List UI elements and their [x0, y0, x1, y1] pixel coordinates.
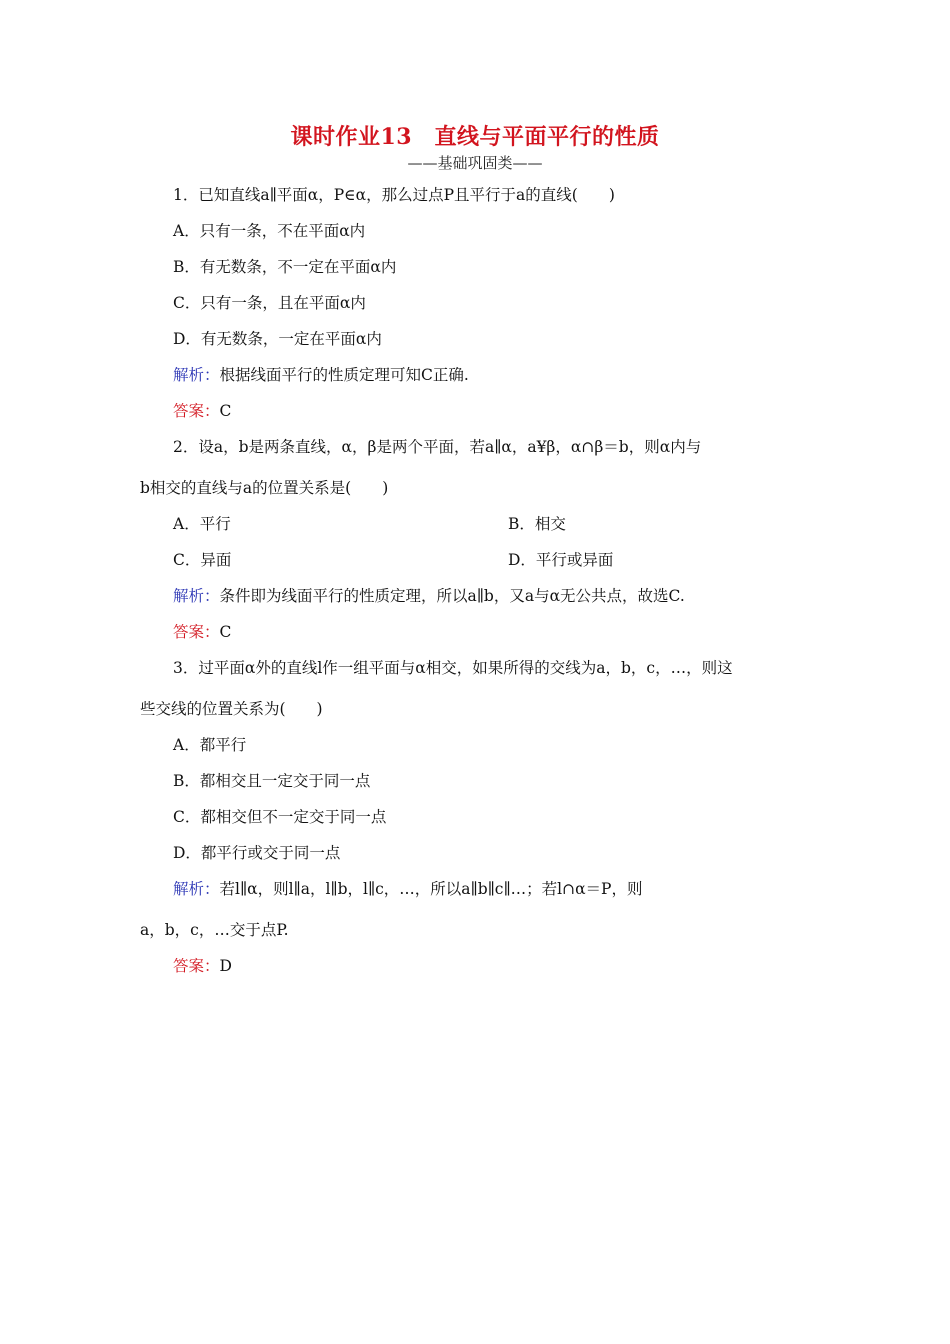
q1-analysis [173, 365, 469, 385]
analysis-label: 解析： [173, 587, 220, 605]
q2-answer-value: C [219, 623, 232, 641]
q3-stem-line2: 些交线的位置关系为( ) [140, 700, 323, 718]
q2-option-d: D．平行或异面 [508, 551, 614, 569]
q3-option-a: A．都平行 [173, 736, 247, 754]
section-subtitle: ——基础巩固类—— [407, 154, 543, 172]
analysis-label: 解析： [173, 366, 220, 384]
q2-option-a: A．平行 [173, 515, 231, 533]
q3-option-d: D．都平行或交于同一点 [173, 844, 341, 862]
page-title: 课时作业13 直线与平面平行的性质 [290, 124, 660, 150]
q2-stem-line1: 2．设a，b是两条直线，α，β是两个平面，若a∥α，a¥β，α∩β＝b，则α内与 [173, 438, 702, 456]
q2-option-c: C．异面 [173, 551, 232, 569]
q2-answer [173, 622, 231, 642]
q1-option-d: D．有无数条，一定在平面α内 [173, 330, 382, 348]
answer-label: 答案： [173, 623, 220, 641]
q3-analysis-text: 若l∥α，则l∥a，l∥b，l∥c，…，所以a∥b∥c∥…；若l∩α＝P，则 [219, 880, 643, 898]
q1-answer-value: C [219, 402, 232, 420]
q3-analysis-line2: a，b，c，…交于点P. [140, 921, 289, 939]
q1-option-a: A．只有一条，不在平面α内 [173, 222, 366, 240]
q2-stem-line2: b相交的直线与a的位置关系是( ) [140, 479, 389, 497]
q2-analysis [173, 586, 685, 606]
answer-label: 答案： [173, 957, 220, 975]
q1-option-c: C．只有一条，且在平面α内 [173, 294, 366, 312]
q3-answer [173, 956, 232, 976]
q1-analysis-text: 根据线面平行的性质定理可知C正确. [219, 366, 469, 384]
answer-label: 答案： [173, 402, 220, 420]
q3-analysis-line1 [173, 879, 642, 899]
q3-answer-value: D [219, 957, 232, 975]
q2-analysis-text: 条件即为线面平行的性质定理，所以a∥b，又a与α无公共点，故选C. [219, 587, 685, 605]
q3-option-b: B．都相交且一定交于同一点 [173, 772, 371, 790]
q1-answer [173, 401, 231, 421]
q3-stem-line1: 3．过平面α外的直线l作一组平面与α相交，如果所得的交线为a，b，c，…，则这 [173, 659, 733, 677]
q1-stem: 1．已知直线a∥平面α，P∈α，那么过点P且平行于a的直线( ) [173, 186, 615, 204]
q2-option-b: B．相交 [508, 515, 566, 533]
q3-option-c: C．都相交但不一定交于同一点 [173, 808, 387, 826]
analysis-label: 解析： [173, 880, 220, 898]
q1-option-b: B．有无数条，不一定在平面α内 [173, 258, 397, 276]
